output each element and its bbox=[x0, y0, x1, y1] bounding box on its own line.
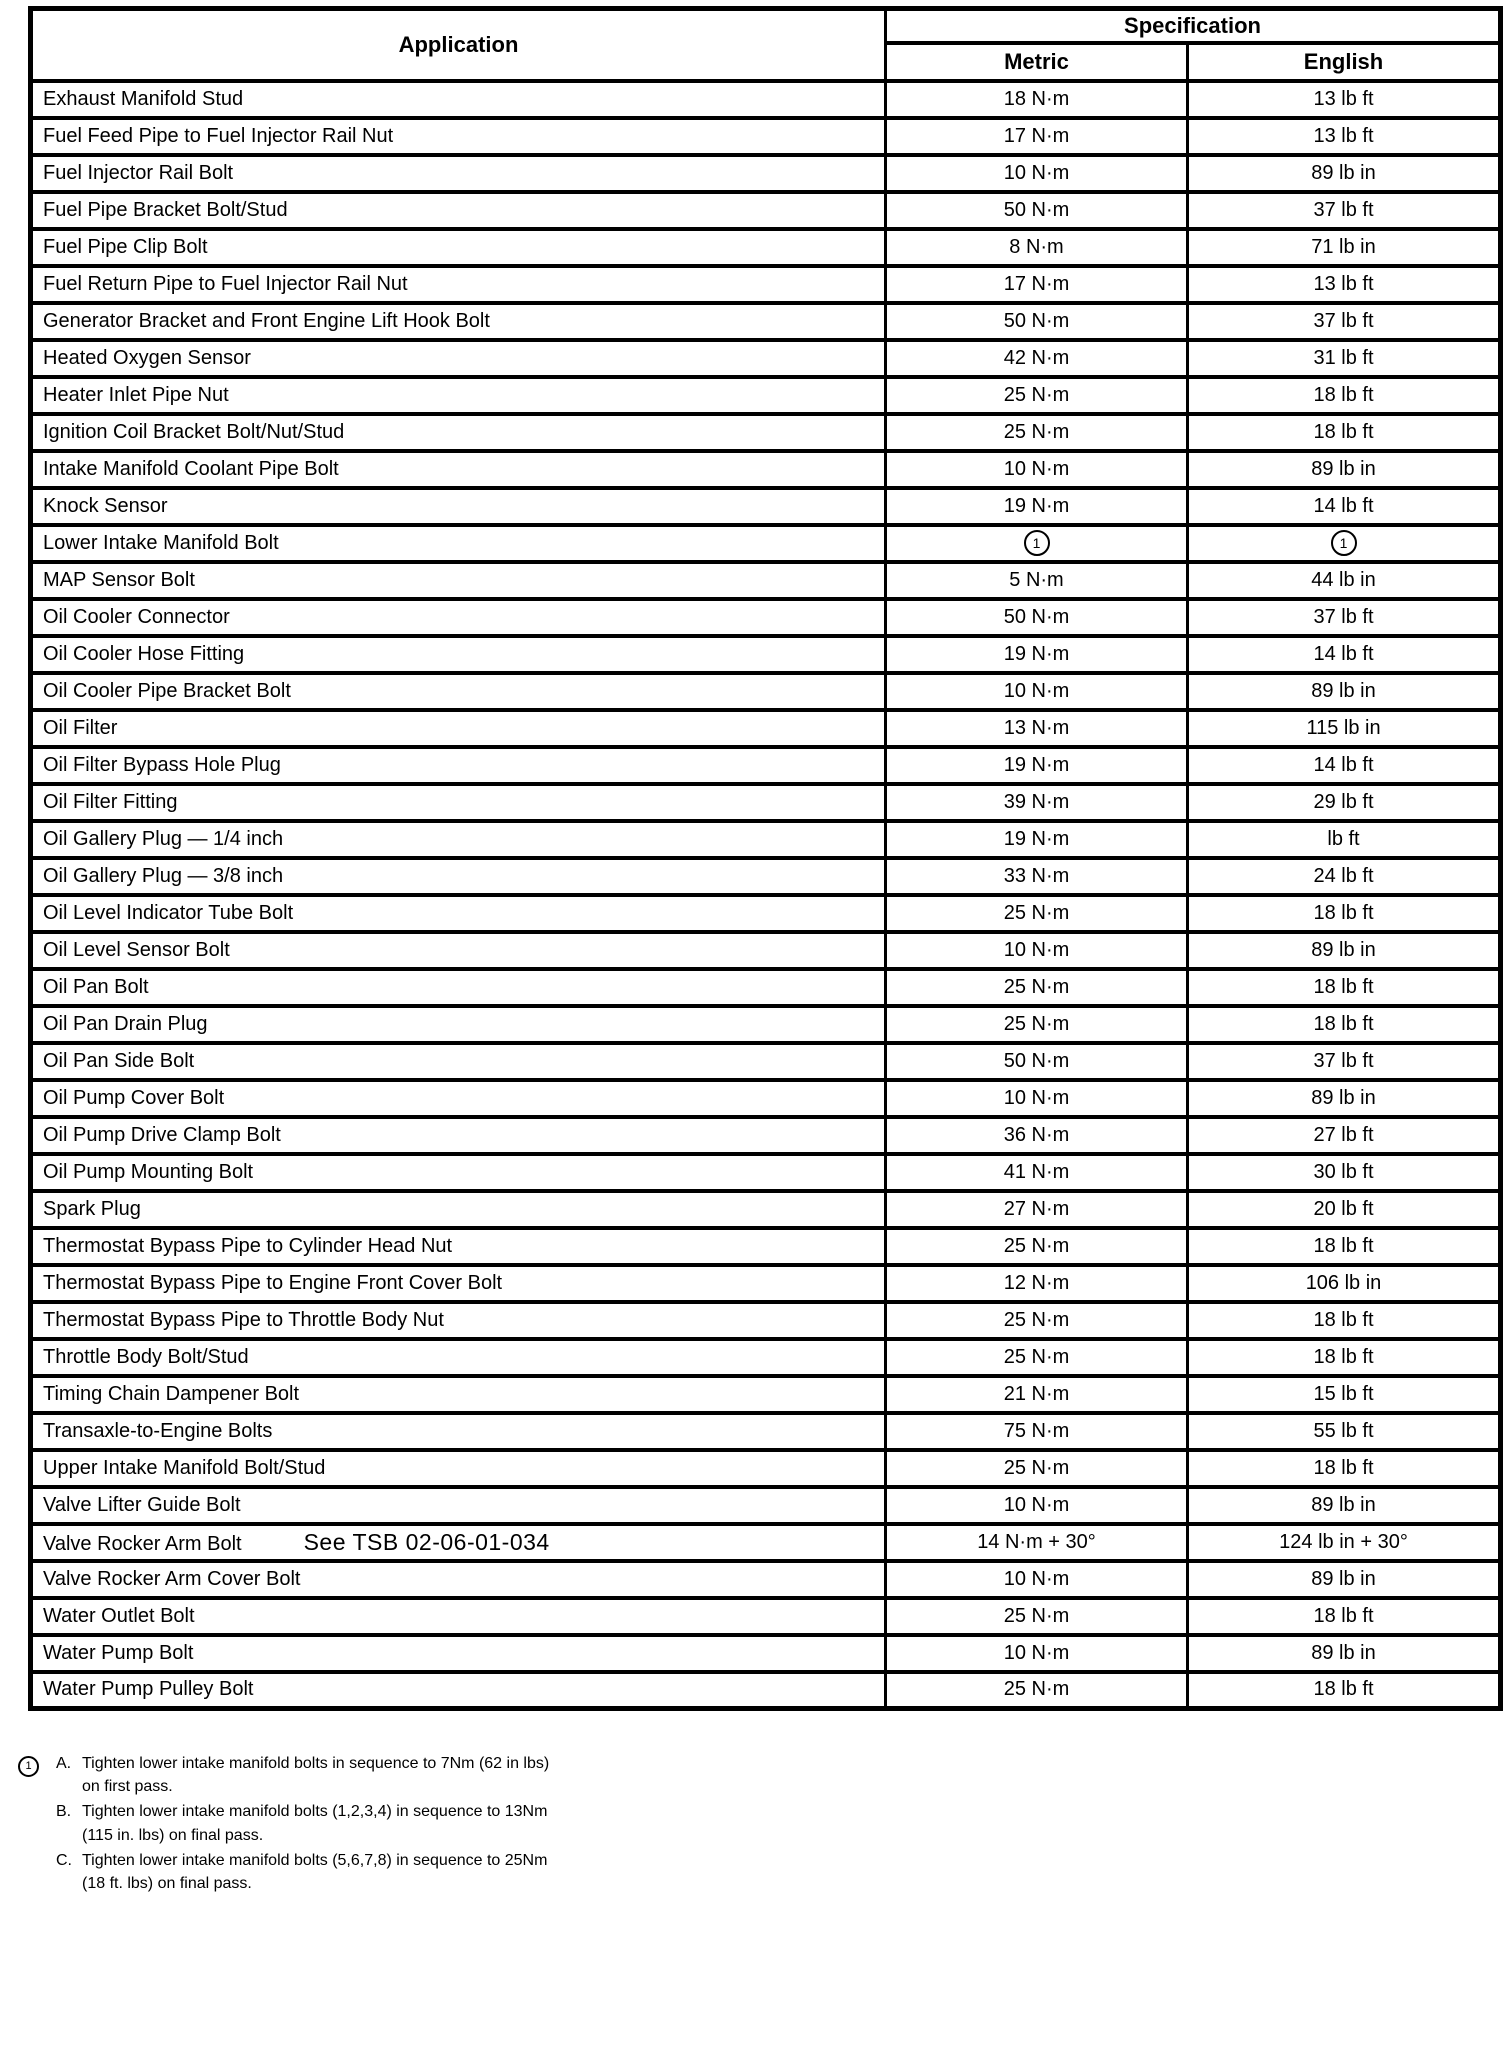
application-cell bbox=[31, 1006, 886, 1043]
application-cell bbox=[31, 858, 886, 895]
application-label: Thermostat Bypass Pipe to Cylinder Head Nut bbox=[43, 1234, 453, 1257]
table-row bbox=[31, 747, 1501, 784]
application-label: Fuel Feed Pipe to Fuel Injector Rail Nut bbox=[43, 124, 394, 147]
application-cell bbox=[31, 118, 886, 155]
english-cell: 89 lb in bbox=[1188, 155, 1501, 192]
table-row bbox=[31, 1302, 1501, 1339]
application-label: Exhaust Manifold Stud bbox=[43, 87, 244, 110]
english-cell: 14 lb ft bbox=[1188, 747, 1501, 784]
application-cell bbox=[31, 710, 886, 747]
header-row-specification bbox=[31, 9, 1501, 43]
table-row bbox=[31, 1672, 1501, 1709]
metric-cell: 8 N·m bbox=[886, 229, 1188, 266]
application-label: Fuel Pipe Clip Bolt bbox=[43, 235, 208, 258]
footnote-line: on first pass. bbox=[82, 1778, 173, 1796]
application-cell bbox=[31, 1487, 886, 1524]
table-row bbox=[31, 340, 1501, 377]
metric-cell: 18 N·m bbox=[886, 81, 1188, 118]
english-cell: 18 lb ft bbox=[1188, 1339, 1501, 1376]
application-label: Lower Intake Manifold Bolt bbox=[43, 531, 279, 554]
table-row bbox=[31, 81, 1501, 118]
application-label: Fuel Pipe Bracket Bolt/Stud bbox=[43, 198, 288, 221]
application-label: Oil Pan Drain Plug bbox=[43, 1012, 208, 1035]
table-row bbox=[31, 1413, 1501, 1450]
table-row bbox=[31, 1598, 1501, 1635]
metric-cell: 25 N·m bbox=[886, 1339, 1188, 1376]
english-column-header: English bbox=[1188, 43, 1501, 81]
english-cell: 18 lb ft bbox=[1188, 1450, 1501, 1487]
english-cell: 89 lb in bbox=[1188, 1635, 1501, 1672]
table-row bbox=[31, 377, 1501, 414]
table-row bbox=[31, 1117, 1501, 1154]
footnote-ref-icon: 1 bbox=[1024, 530, 1050, 556]
metric-column-header: Metric bbox=[886, 43, 1188, 81]
application-cell bbox=[31, 562, 886, 599]
application-label: Oil Gallery Plug — 3/8 inch bbox=[43, 864, 284, 887]
application-cell bbox=[31, 1265, 886, 1302]
application-cell bbox=[31, 895, 886, 932]
english-cell: 106 lb in bbox=[1188, 1265, 1501, 1302]
application-cell bbox=[31, 155, 886, 192]
footnote-1-icon: 1 bbox=[18, 1756, 39, 1777]
english-cell: 29 lb ft bbox=[1188, 784, 1501, 821]
english-cell: 18 lb ft bbox=[1188, 1598, 1501, 1635]
metric-cell: 25 N·m bbox=[886, 1598, 1188, 1635]
english-cell: 13 lb ft bbox=[1188, 266, 1501, 303]
table-row bbox=[31, 1339, 1501, 1376]
application-cell bbox=[31, 821, 886, 858]
metric-cell: 42 N·m bbox=[886, 340, 1188, 377]
application-cell bbox=[31, 303, 886, 340]
english-cell: 37 lb ft bbox=[1188, 599, 1501, 636]
table-row bbox=[31, 266, 1501, 303]
metric-cell: 10 N·m bbox=[886, 932, 1188, 969]
application-cell bbox=[31, 1043, 886, 1080]
footnote-item bbox=[18, 1849, 778, 1895]
metric-cell: 10 N·m bbox=[886, 1561, 1188, 1598]
table-row bbox=[31, 673, 1501, 710]
english-cell: 89 lb in bbox=[1188, 1487, 1501, 1524]
application-cell bbox=[31, 1413, 886, 1450]
application-label: Fuel Return Pipe to Fuel Injector Rail Nut bbox=[43, 272, 408, 295]
metric-cell: 36 N·m bbox=[886, 1117, 1188, 1154]
metric-cell: 50 N·m bbox=[886, 303, 1188, 340]
application-cell bbox=[31, 1080, 886, 1117]
english-cell: 30 lb ft bbox=[1188, 1154, 1501, 1191]
application-label: Timing Chain Dampener Bolt bbox=[43, 1382, 300, 1405]
english-cell: 37 lb ft bbox=[1188, 1043, 1501, 1080]
table-row bbox=[31, 1376, 1501, 1413]
torque-spec-table bbox=[28, 6, 1503, 1711]
table-row bbox=[31, 1561, 1501, 1598]
footnote-label: B. bbox=[56, 1803, 72, 1821]
application-cell bbox=[31, 932, 886, 969]
application-cell bbox=[31, 1672, 886, 1709]
footnote-text bbox=[82, 1752, 778, 1798]
application-label: Knock Sensor bbox=[43, 494, 168, 517]
metric-cell: 50 N·m bbox=[886, 599, 1188, 636]
metric-cell bbox=[886, 525, 1188, 562]
english-cell: 20 lb ft bbox=[1188, 1191, 1501, 1228]
table-row bbox=[31, 192, 1501, 229]
english-cell: 89 lb in bbox=[1188, 932, 1501, 969]
application-cell bbox=[31, 784, 886, 821]
application-cell bbox=[31, 451, 886, 488]
metric-cell: 25 N·m bbox=[886, 969, 1188, 1006]
application-label: Oil Cooler Pipe Bracket Bolt bbox=[43, 679, 291, 702]
application-cell bbox=[31, 1561, 886, 1598]
application-label: Oil Pump Drive Clamp Bolt bbox=[43, 1123, 281, 1146]
application-cell bbox=[31, 599, 886, 636]
table-row bbox=[31, 1043, 1501, 1080]
table-row bbox=[31, 1006, 1501, 1043]
table-row bbox=[31, 599, 1501, 636]
table-row bbox=[31, 303, 1501, 340]
application-cell bbox=[31, 377, 886, 414]
metric-cell: 39 N·m bbox=[886, 784, 1188, 821]
metric-cell: 25 N·m bbox=[886, 414, 1188, 451]
table-row bbox=[31, 1154, 1501, 1191]
table-row bbox=[31, 118, 1501, 155]
table-row bbox=[31, 895, 1501, 932]
table-row bbox=[31, 1635, 1501, 1672]
english-cell: 15 lb ft bbox=[1188, 1376, 1501, 1413]
metric-cell: 19 N·m bbox=[886, 821, 1188, 858]
application-label: Transaxle-to-Engine Bolts bbox=[43, 1419, 273, 1442]
application-cell bbox=[31, 340, 886, 377]
footnote-line: (115 in. lbs) on final pass. bbox=[82, 1826, 264, 1844]
english-cell: 89 lb in bbox=[1188, 673, 1501, 710]
metric-cell: 25 N·m bbox=[886, 377, 1188, 414]
application-cell bbox=[31, 488, 886, 525]
application-label: Throttle Body Bolt/Stud bbox=[43, 1345, 249, 1368]
metric-cell: 25 N·m bbox=[886, 1450, 1188, 1487]
english-cell: 13 lb ft bbox=[1188, 81, 1501, 118]
english-cell bbox=[1188, 525, 1501, 562]
table-row bbox=[31, 821, 1501, 858]
table-row bbox=[31, 1228, 1501, 1265]
application-label: MAP Sensor Bolt bbox=[43, 568, 195, 591]
table-row bbox=[31, 710, 1501, 747]
application-label: Heater Inlet Pipe Nut bbox=[43, 383, 229, 406]
application-label: Heated Oxygen Sensor bbox=[43, 346, 251, 369]
table-row bbox=[31, 969, 1501, 1006]
application-label: Spark Plug bbox=[43, 1197, 141, 1220]
english-cell: 124 lb in + 30° bbox=[1188, 1524, 1501, 1561]
application-label: Valve Rocker Arm Bolt bbox=[43, 1532, 242, 1555]
application-label: Oil Pump Mounting Bolt bbox=[43, 1160, 254, 1183]
application-label: Water Pump Pulley Bolt bbox=[43, 1678, 254, 1701]
table-row bbox=[31, 636, 1501, 673]
application-cell bbox=[31, 1635, 886, 1672]
application-label: Oil Pan Side Bolt bbox=[43, 1049, 195, 1072]
tsb-note: See TSB 02-06-01-034 bbox=[303, 1528, 550, 1555]
english-cell: 115 lb in bbox=[1188, 710, 1501, 747]
metric-cell: 19 N·m bbox=[886, 747, 1188, 784]
metric-cell: 21 N·m bbox=[886, 1376, 1188, 1413]
metric-cell: 25 N·m bbox=[886, 1302, 1188, 1339]
english-cell: 18 lb ft bbox=[1188, 1302, 1501, 1339]
metric-cell: 19 N·m bbox=[886, 488, 1188, 525]
application-cell bbox=[31, 1117, 886, 1154]
table-row bbox=[31, 155, 1501, 192]
footnote-line: Tighten lower intake manifold bolts (5,6,7,8) in sequence to 25Nm bbox=[82, 1851, 548, 1869]
metric-cell: 10 N·m bbox=[886, 1635, 1188, 1672]
metric-cell: 10 N·m bbox=[886, 451, 1188, 488]
application-label: Valve Lifter Guide Bolt bbox=[43, 1493, 241, 1516]
application-cell bbox=[31, 525, 886, 562]
application-cell bbox=[31, 969, 886, 1006]
metric-cell: 25 N·m bbox=[886, 1672, 1188, 1709]
table-row bbox=[31, 1080, 1501, 1117]
english-cell: 71 lb in bbox=[1188, 229, 1501, 266]
application-label: Oil Cooler Connector bbox=[43, 605, 230, 628]
english-cell: 18 lb ft bbox=[1188, 1228, 1501, 1265]
metric-cell: 75 N·m bbox=[886, 1413, 1188, 1450]
english-cell: 18 lb ft bbox=[1188, 377, 1501, 414]
metric-cell: 17 N·m bbox=[886, 118, 1188, 155]
application-cell bbox=[31, 229, 886, 266]
application-label: Oil Filter Fitting bbox=[43, 790, 178, 813]
metric-cell: 13 N·m bbox=[886, 710, 1188, 747]
application-cell bbox=[31, 266, 886, 303]
metric-cell: 19 N·m bbox=[886, 636, 1188, 673]
footnote-text bbox=[82, 1800, 778, 1846]
table-row bbox=[31, 1524, 1501, 1561]
footnote-text bbox=[82, 1849, 778, 1895]
table-row bbox=[31, 932, 1501, 969]
footnote-label: A. bbox=[56, 1755, 72, 1772]
metric-cell: 25 N·m bbox=[886, 895, 1188, 932]
footnote-line: Tighten lower intake manifold bolts (1,2,3,4) in sequence to 13Nm bbox=[82, 1803, 548, 1821]
table-row bbox=[31, 451, 1501, 488]
english-cell: 31 lb ft bbox=[1188, 340, 1501, 377]
metric-cell: 27 N·m bbox=[886, 1191, 1188, 1228]
metric-cell: 25 N·m bbox=[886, 1006, 1188, 1043]
table-row bbox=[31, 1191, 1501, 1228]
table-row bbox=[31, 858, 1501, 895]
application-column-header: Application bbox=[31, 9, 886, 81]
metric-cell: 10 N·m bbox=[886, 1080, 1188, 1117]
application-label: Water Outlet Bolt bbox=[43, 1604, 195, 1627]
english-cell: 37 lb ft bbox=[1188, 192, 1501, 229]
application-label: Water Pump Bolt bbox=[43, 1641, 194, 1664]
english-cell: 89 lb in bbox=[1188, 451, 1501, 488]
application-cell bbox=[31, 1154, 886, 1191]
english-cell: 18 lb ft bbox=[1188, 1672, 1501, 1709]
application-cell bbox=[31, 192, 886, 229]
application-label: Intake Manifold Coolant Pipe Bolt bbox=[43, 457, 339, 480]
footnote-ref-icon: 1 bbox=[1331, 530, 1357, 556]
application-label: Oil Gallery Plug — 1/4 inch bbox=[43, 827, 284, 850]
table-row bbox=[31, 488, 1501, 525]
metric-cell: 12 N·m bbox=[886, 1265, 1188, 1302]
specification-header: Specification bbox=[886, 9, 1501, 43]
application-label: Oil Filter Bypass Hole Plug bbox=[43, 753, 281, 776]
application-label: Thermostat Bypass Pipe to Engine Front Cover Bolt bbox=[43, 1271, 503, 1294]
application-label: Oil Cooler Hose Fitting bbox=[43, 642, 245, 665]
application-label: Generator Bracket and Front Engine Lift Hook Bolt bbox=[43, 309, 490, 332]
application-cell bbox=[31, 1376, 886, 1413]
english-cell: 18 lb ft bbox=[1188, 969, 1501, 1006]
table-row bbox=[31, 229, 1501, 266]
table-row bbox=[31, 1487, 1501, 1524]
application-cell bbox=[31, 636, 886, 673]
application-label: Ignition Coil Bracket Bolt/Nut/Stud bbox=[43, 420, 345, 443]
application-label: Upper Intake Manifold Bolt/Stud bbox=[43, 1456, 326, 1479]
english-cell: 14 lb ft bbox=[1188, 636, 1501, 673]
application-cell bbox=[31, 1339, 886, 1376]
application-cell bbox=[31, 673, 886, 710]
application-cell bbox=[31, 747, 886, 784]
footnote-item bbox=[18, 1800, 778, 1846]
application-label: Oil Pan Bolt bbox=[43, 975, 149, 998]
application-label: Fuel Injector Rail Bolt bbox=[43, 161, 234, 184]
application-label: Oil Level Sensor Bolt bbox=[43, 938, 230, 961]
english-cell: 89 lb in bbox=[1188, 1561, 1501, 1598]
application-cell bbox=[31, 81, 886, 118]
english-cell: 18 lb ft bbox=[1188, 414, 1501, 451]
metric-cell: 50 N·m bbox=[886, 192, 1188, 229]
metric-cell: 14 N·m + 30° bbox=[886, 1524, 1188, 1561]
english-cell: 27 lb ft bbox=[1188, 1117, 1501, 1154]
footnote-line: Tighten lower intake manifold bolts in sequence to 7Nm (62 in lbs) bbox=[82, 1755, 550, 1772]
metric-cell: 17 N·m bbox=[886, 266, 1188, 303]
application-cell bbox=[31, 414, 886, 451]
footnotes-section bbox=[18, 1752, 778, 1897]
application-cell bbox=[31, 1302, 886, 1339]
footnote-item bbox=[18, 1752, 778, 1798]
english-cell: 13 lb ft bbox=[1188, 118, 1501, 155]
english-cell: 18 lb ft bbox=[1188, 895, 1501, 932]
metric-cell: 25 N·m bbox=[886, 1228, 1188, 1265]
footnote-label: C. bbox=[56, 1851, 72, 1869]
table-row bbox=[31, 1450, 1501, 1487]
table-row bbox=[31, 414, 1501, 451]
english-cell: 18 lb ft bbox=[1188, 1006, 1501, 1043]
english-cell: lb ft bbox=[1188, 821, 1501, 858]
metric-cell: 10 N·m bbox=[886, 1487, 1188, 1524]
metric-cell: 41 N·m bbox=[886, 1154, 1188, 1191]
metric-cell: 33 N·m bbox=[886, 858, 1188, 895]
spec-table-body bbox=[31, 81, 1501, 1709]
english-cell: 55 lb ft bbox=[1188, 1413, 1501, 1450]
application-label: Oil Pump Cover Bolt bbox=[43, 1086, 225, 1109]
table-row bbox=[31, 1265, 1501, 1302]
metric-cell: 10 N·m bbox=[886, 155, 1188, 192]
english-cell: 89 lb in bbox=[1188, 1080, 1501, 1117]
table-row bbox=[31, 562, 1501, 599]
english-cell: 14 lb ft bbox=[1188, 488, 1501, 525]
application-label: Oil Level Indicator Tube Bolt bbox=[43, 901, 294, 924]
application-cell bbox=[31, 1191, 886, 1228]
metric-cell: 5 N·m bbox=[886, 562, 1188, 599]
application-label: Valve Rocker Arm Cover Bolt bbox=[43, 1567, 301, 1590]
table-row bbox=[31, 784, 1501, 821]
metric-cell: 10 N·m bbox=[886, 673, 1188, 710]
table-row bbox=[31, 525, 1501, 562]
application-cell bbox=[31, 1228, 886, 1265]
english-cell: 24 lb ft bbox=[1188, 858, 1501, 895]
english-cell: 37 lb ft bbox=[1188, 303, 1501, 340]
footnote-line: (18 ft. lbs) on final pass. bbox=[82, 1874, 252, 1892]
application-cell bbox=[31, 1450, 886, 1487]
application-label: Thermostat Bypass Pipe to Throttle Body Nut bbox=[43, 1308, 444, 1331]
english-cell: 44 lb in bbox=[1188, 562, 1501, 599]
application-label: Oil Filter bbox=[43, 716, 118, 739]
application-cell bbox=[31, 1598, 886, 1635]
application-cell bbox=[31, 1524, 886, 1561]
metric-cell: 50 N·m bbox=[886, 1043, 1188, 1080]
